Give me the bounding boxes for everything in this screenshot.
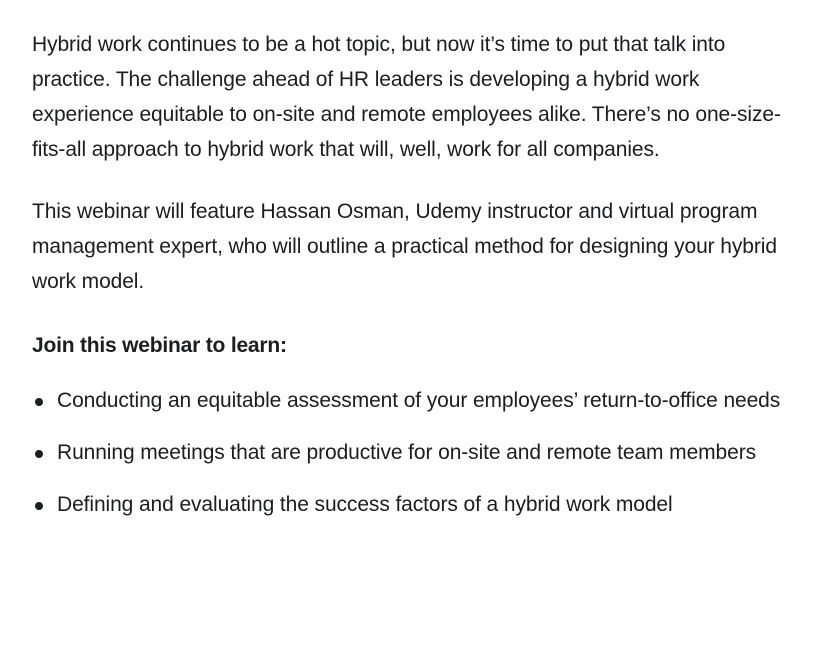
learn-heading: Join this webinar to learn: <box>32 334 287 357</box>
learn-list <box>32 385 802 521</box>
list-item-text: Running meetings that are productive for on-site and remote team members <box>57 441 756 464</box>
list-item-text: Defining and evaluating the success factors of a hybrid work model <box>57 493 673 516</box>
intro-paragraph: Hybrid work continues to be a hot topic, but now it’s time to put that talk into practice. The challenge ahead of HR leaders is developing a hybrid work experience equitable to on-site and remote employees alike. There’s no one-size-fits-all approach to hybrid work that will, well, work for all companies. <box>32 33 781 161</box>
list-item <box>32 385 802 417</box>
list-item <box>32 437 802 469</box>
bullet-icon <box>35 502 43 510</box>
speaker-paragraph: This webinar will feature Hassan Osman, Udemy instructor and virtual program management expert, who will outline a practical method for designing your hybrid work model. <box>32 200 777 293</box>
list-item-text: Conducting an equitable assessment of your employees’ return-to-office needs <box>57 389 781 412</box>
bullet-icon <box>35 398 43 406</box>
list-item <box>32 489 802 521</box>
bullet-icon <box>35 450 43 458</box>
